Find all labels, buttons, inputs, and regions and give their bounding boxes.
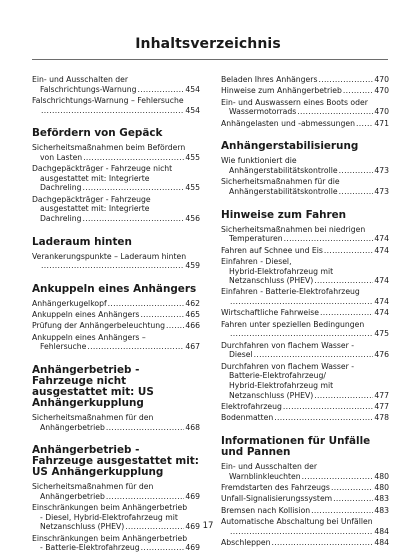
entry-text: Sicherheitsmaßnahmen für die [221,177,340,187]
entry-last-line [221,276,389,286]
entry-last-line [32,106,200,116]
leader-dots [297,107,373,117]
entry-page-number: 469 [185,522,200,532]
entry-text: Elektrofahrzeug [221,402,282,411]
leader-dots [106,492,184,502]
entry-page-number: 469 [185,543,200,553]
entry-text: Ein- und Auswassern eines Boots oder [221,97,368,107]
toc-entry[interactable] [32,321,200,331]
entry-last-line [221,234,389,244]
entry-page-number: 469 [185,491,200,501]
toc-entry[interactable] [32,252,200,271]
entry-text: Anhängerstabilitätskontrolle [229,186,338,196]
entry-text: Einschränkungen beim Anhängerbetrieb [32,503,188,513]
entry-page-number: 459 [185,261,200,271]
toc-entry[interactable] [32,534,200,553]
entry-last-line [32,543,200,553]
leader-dots [271,538,373,548]
leader-dots [333,494,373,504]
toc-entry[interactable] [32,164,200,193]
entry-last-line [221,86,389,96]
entry-text: Fremdstarten des Fahrzeugs [221,482,330,492]
entry-text: Beladen Ihres Anhängers [221,75,318,84]
section-heading: Anhängerstabilisierung [221,140,359,153]
entry-text: Netzanschluss (PHEV) [229,276,314,286]
entry-page-number: 476 [374,350,389,360]
leader-dots [324,246,373,256]
toc-entry[interactable] [32,299,200,309]
toc-column-left [32,75,200,555]
entry-text: Fehlersuche [40,342,87,352]
entry-last-line [32,299,200,309]
leader-dots [41,261,184,271]
toc-entry[interactable] [221,402,389,412]
entry-text: Hybrid-Elektrofahrzeug mit [229,266,334,276]
entry-last-line [32,85,200,95]
entry-text: Dachreling [40,213,82,223]
toc-entry[interactable] [221,119,389,129]
toc-entry[interactable] [221,246,389,256]
section-heading: Informationen für Unfälle und Pannen [221,434,371,458]
toc-entry[interactable] [221,494,389,504]
leader-dots [254,350,374,360]
entry-text: Sicherheitsmaßnahmen für den [32,482,154,492]
entry-page-number: 480 [374,482,389,492]
toc-entry[interactable] [32,195,200,224]
entry-text: ausgestattet mit: Integrierte [40,173,150,183]
entry-last-line [221,472,389,482]
leader-dots [166,321,184,331]
entry-page-number: 474 [374,276,389,286]
entry-text: Durchfahren von flachem Wasser - [221,361,355,371]
entry-page-number: 456 [185,213,200,223]
leader-dots [314,276,373,286]
entry-page-number: 465 [185,310,200,320]
entry-page-number: 462 [185,298,200,308]
leader-dots [108,299,185,309]
entry-text: Einschränkungen beim Anhängerbetrieb [32,533,188,543]
entry-page-number: 474 [374,308,389,318]
leader-dots [320,308,373,318]
entry-page-number: 454 [185,84,200,94]
entry-text: Ein- und Ausschalten der [32,75,129,84]
entry-page-number: 474 [374,245,389,255]
entry-text: Hinweise zum Anhängerbetrieb [221,86,342,96]
entry-last-line [221,187,389,197]
leader-dots [141,543,185,553]
toc-entry[interactable] [221,362,389,400]
toc-entry[interactable] [221,177,389,196]
page-number: 17 [202,521,214,531]
toc-entry[interactable] [221,320,389,339]
section-heading: Ankuppeln eines Anhängers [32,282,197,295]
leader-dots [82,214,184,224]
entry-page-number: 484 [374,526,389,536]
title-divider [32,59,388,60]
toc-entry[interactable] [32,75,200,94]
entry-text: Anhängerstabilitätskontrolle [229,165,338,175]
entry-text: Sicherheitsmaßnahmen bei niedrigen [221,224,366,234]
toc-entry[interactable] [221,257,389,286]
entry-text: Wassermotorrads [229,107,297,117]
entry-text: Falschrichtungs-Warnung [40,84,137,94]
entry-page-number: 483 [374,494,389,504]
entry-text: Anhängerkugelkopf [32,298,107,308]
leader-dots [82,183,184,193]
entry-text: Ankuppeln eines Anhängers [32,310,140,320]
entry-text: Ankuppeln eines Anhängers – [32,332,146,342]
entry-page-number: 474 [374,297,389,307]
leader-dots [83,153,184,163]
entry-last-line [221,506,389,516]
entry-last-line [221,246,389,256]
entry-last-line [221,494,389,504]
toc-entry[interactable] [221,462,389,481]
entry-last-line [32,153,200,163]
entry-text: - Diesel, Hybrid-Elektrofahrzeug mit [40,512,178,522]
entry-page-number: 478 [374,413,389,423]
entry-last-line [32,342,200,352]
section-heading: Hinweise zum Fahren [221,208,347,221]
entry-page-number: 477 [374,390,389,400]
leader-dots [106,423,184,433]
entry-text: Durchfahren von flachem Wasser - [221,340,355,350]
entry-last-line [32,310,200,320]
leader-dots [302,472,374,482]
entry-text: Dachreling [40,183,82,193]
entry-text: Einfahren - Diesel, [221,256,292,266]
toc-entry[interactable] [221,75,389,85]
entry-last-line [221,402,389,412]
entry-text: von Lasten [40,152,83,162]
entry-page-number: 455 [185,183,200,193]
toc-entry[interactable] [221,156,389,175]
section-heading: Laderaum hinten [32,235,132,248]
leader-dots [230,297,373,307]
toc-entry[interactable] [32,96,200,115]
entry-text: Wirtschaftliche Fahrweise [221,308,320,318]
entry-text: Anhängerbetrieb [40,422,105,432]
entry-last-line [32,492,200,502]
entry-page-number: 473 [374,186,389,196]
entry-text: - Batterie-Elektrofahrzeug [40,543,140,553]
entry-page-number: 475 [374,329,389,339]
leader-dots [41,106,184,116]
entry-text: Bremsen nach Kollision [221,505,311,515]
leader-dots [339,166,374,176]
entry-last-line [221,166,389,176]
entry-page-number: 484 [374,538,389,548]
entry-last-line [221,329,389,339]
entry-page-number: 477 [374,402,389,411]
entry-text: Sicherheitsmaßnahmen für den [32,413,154,423]
entry-page-number: 454 [185,105,200,115]
toc-entry[interactable] [221,341,389,360]
toc-entry[interactable] [221,287,389,306]
entry-text: Fahren auf Schnee und Eis [221,245,323,255]
entry-text: Batterie-Elektrofahrzeug/ [229,371,326,381]
entry-text: Unfall-Signalisierungssystem [221,494,333,504]
entry-text: Dachgepäckträger - Fahrzeuge nicht [32,164,173,174]
toc-entry[interactable] [221,483,389,493]
leader-dots [331,483,373,493]
entry-last-line [221,483,389,493]
entry-page-number: 470 [374,86,389,96]
entry-text: Falschrichtungs-Warnung – Fehlersuche [32,95,184,105]
leader-dots [339,187,374,197]
entry-page-number: 470 [374,107,389,117]
entry-text: Hybrid-Elektrofahrzeug mit [229,381,334,391]
leader-dots [343,86,373,96]
leader-dots [311,506,373,516]
entry-last-line [221,308,389,318]
entry-page-number: 473 [374,165,389,175]
toc-column-right [221,75,389,550]
entry-page-number: 483 [374,505,389,515]
leader-dots [284,234,374,244]
toc-entry[interactable] [32,482,200,501]
page-title: Inhaltsverzeichnis [135,36,281,52]
entry-last-line [221,297,389,307]
leader-dots [274,413,373,423]
entry-last-line [221,413,389,423]
entry-page-number: 474 [374,234,389,244]
entry-text: Automatische Abschaltung bei Unfällen [221,517,373,527]
entry-last-line [32,423,200,433]
entry-last-line [221,107,389,117]
entry-last-line [32,183,200,193]
entry-last-line [221,350,389,360]
entry-text: Einfahren - Batterie-Elektrofahrzeug [221,287,360,297]
entry-page-number: 466 [185,321,200,331]
leader-dots [230,329,373,339]
toc-entry[interactable] [32,413,200,432]
leader-dots [356,119,373,129]
leader-dots [314,391,373,401]
entry-text: Prüfung der Anhängerbeleuchtung [32,321,165,331]
entry-text: ausgestattet mit: Integrierte [40,204,150,214]
entry-text: Netzanschluss (PHEV) [40,522,125,532]
entry-page-number: 467 [185,342,200,352]
entry-text: Anhängerbetrieb [40,491,105,501]
toc-entry[interactable] [221,98,389,117]
toc-entry[interactable] [32,143,200,162]
toc-entry[interactable] [221,86,389,96]
entry-text: Temperaturen [229,234,283,244]
toc-entry[interactable] [32,310,200,320]
entry-last-line [221,538,389,548]
entry-text: Bodenmatten [221,413,274,423]
entry-text: Anhängelasten und -abmessungen [221,118,355,128]
toc-entry[interactable] [32,333,200,352]
leader-dots [283,402,373,412]
entry-text: Diesel [229,350,253,360]
entry-last-line [32,214,200,224]
toc-entry[interactable] [221,308,389,318]
toc-entry[interactable] [221,225,389,244]
section-heading: Anhängerbetrieb - Fahrzeuge ausgestattet mit: US Anhängerkupplung [32,444,199,479]
leader-dots [140,310,184,320]
section-heading: Anhängerbetrieb - Fahrzeuge nicht ausgestattet mit: US Anhängerkupplung [32,364,154,410]
entry-text: Ein- und Ausschalten der [221,461,318,471]
section-heading: Befördern von Gepäck [32,127,163,140]
entry-text: Wie funktioniert die [221,156,297,166]
entry-text: Abschleppen [221,538,271,548]
entry-page-number: 468 [185,422,200,432]
entry-text: Netzanschluss (PHEV) [229,390,314,400]
entry-text: Fahren unter speziellen Bedingungen [221,319,365,329]
entry-last-line [32,261,200,271]
entry-last-line [221,75,389,85]
entry-page-number: 470 [374,75,389,84]
leader-dots [87,342,184,352]
toc-entry[interactable] [221,413,389,423]
toc-entry[interactable] [221,506,389,516]
leader-dots [318,75,373,85]
entry-last-line [32,321,200,331]
entry-text: Verankerungspunkte – Laderaum hinten [32,251,187,261]
entry-last-line [221,119,389,129]
toc-entry[interactable] [221,538,389,548]
entry-text: Sicherheitsmaßnahmen beim Befördern [32,143,186,153]
leader-dots [138,85,185,95]
entry-last-line [221,391,389,401]
entry-text: Dachgepäckträger - Fahrzeuge [32,194,151,204]
entry-page-number: 480 [374,471,389,481]
entry-page-number: 471 [374,118,389,128]
entry-text: Warnblinkleuchten [229,471,301,481]
entry-page-number: 455 [185,152,200,162]
